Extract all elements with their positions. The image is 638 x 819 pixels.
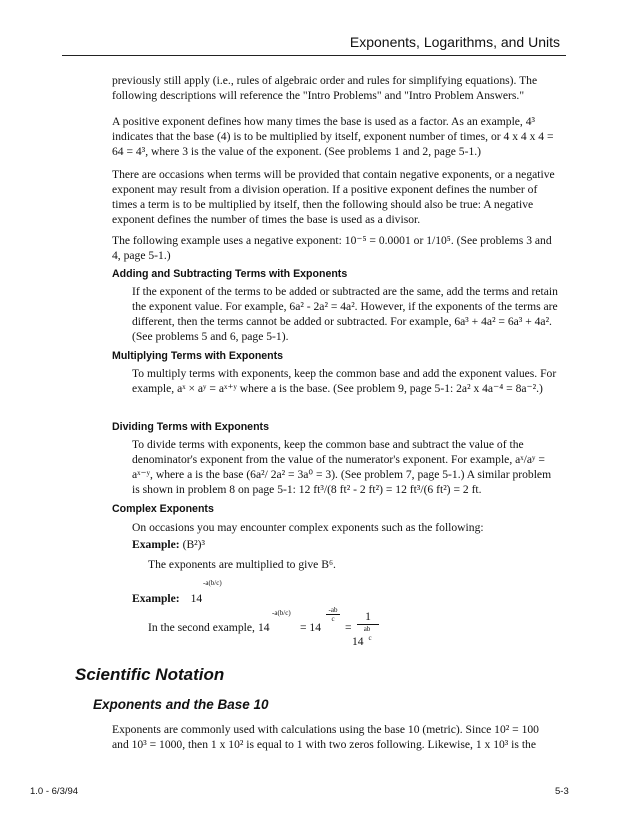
second-example-base: 14 xyxy=(258,621,270,634)
heading-adding-subtracting: Adding and Subtracting Terms with Exponents xyxy=(112,268,348,280)
adding-subtracting-paragraph: If the exponent of the terms to be added or subtracted are the same, add the terms and retain the exponent value. For example, 6a² - 2a² = 4a². However, if the exponents of the terms are different, then the terms cannot be added or subtracted. For example, 6a³ + 4a² = 6a³ + 4a². (See problems 5 and 6, page 5-1). xyxy=(132,285,558,343)
heading-multiplying: Multiplying Terms with Exponents xyxy=(112,350,284,362)
example-1-expression: (B²)³ xyxy=(182,538,205,551)
intro-paragraph: previously still apply (i.e., rules of algebraic order and rules for simplifying equations). The following descriptions will reference the "Intro Problems" and "Intro Problem Answers." xyxy=(112,74,538,102)
second-example-lead: In the second example, xyxy=(148,621,255,634)
positive-exponent-paragraph: A positive exponent defines how many times the base is used as a factor. As an example, 4³ indicates that the base (4) is to be multiplied by itself, exponent number of times, or 4 x 4 x 4 = 64 = 4³, where 3 is the value of the exponent. (See problems 1 and 2, page 5-1.) xyxy=(112,115,554,158)
second-example-denominator: 14 xyxy=(352,635,364,648)
second-example-equals: = 14 xyxy=(300,621,322,634)
dividing-paragraph: To divide terms with exponents, keep the common base and subtract the value of the denominator's exponent from the value of the numerator's exponent. For example, aˣ/aʸ = aˣ⁻ʸ, where a is the base (6a²/ 2a² = 3a⁰ = 3). (See problem 7, page 5-1.) A similar problem is shown in problem 8 on page 5-1: 12 ft³/(8 ft² - 2 ft²) = 12 ft³/(6 ft²) = 2 ft. xyxy=(132,438,552,496)
second-example-exp-den: c xyxy=(331,615,335,623)
base-10-paragraph: Exponents are commonly used with calculations using the base 10 (metric). Since 10² = 100 and 10³ = 1000, then 1 x 10² is equal to 1 with two zeros following. Likewise, 1 x 10³ is the xyxy=(112,723,539,751)
example-1-explanation: The exponents are multiplied to give B⁶. xyxy=(148,558,336,571)
running-header: Exponents, Logarithms, and Units xyxy=(349,34,560,50)
second-example-equals-2: = xyxy=(345,621,352,634)
heading-dividing: Dividing Terms with Exponents xyxy=(112,421,269,433)
negative-exponent-paragraph: There are occasions when terms will be provided that contain negative exponents, or a negative exponent may result from a division operation. If a positive exponent defines the number of times a term is to be multiplied by itself, then the following should also be true: A negative exponent defines the number of times the base is used as a divisor. xyxy=(112,168,555,226)
second-example-den-exp: ab xyxy=(363,625,371,633)
section-title-scientific-notation: Scientific Notation xyxy=(75,665,225,684)
example-2-exponent: -a(b/c) xyxy=(203,579,222,587)
header-rule xyxy=(62,55,566,56)
subsection-title-base-10: Exponents and the Base 10 xyxy=(93,697,269,712)
example-2-base: 14 xyxy=(190,592,203,605)
second-example-denominator-exp: c xyxy=(368,634,372,642)
example-2-label: Example: xyxy=(132,592,180,605)
multiplying-paragraph: To multiply terms with exponents, keep the common base and add the exponent values. For example, aˣ × aʸ = aˣ⁺ʸ where a is the base. (See problem 9, page 5-1: 2a² x 4a⁻⁴ = 8a⁻².) xyxy=(132,367,557,395)
example-1-line xyxy=(132,537,558,552)
second-example-exponent: -a(b/c) xyxy=(272,609,291,617)
example-1-label: Example: xyxy=(132,538,180,551)
complex-intro-paragraph: On occasions you may encounter complex exponents such as the following: xyxy=(132,521,484,534)
negative-example-paragraph: The following example uses a negative exponent: 10⁻⁵ = 0.0001 or 1/10⁵. (See problems 3 and 4, page 5-1.) xyxy=(112,234,552,262)
second-example-numerator: 1 xyxy=(357,609,379,625)
example-2-line xyxy=(132,591,332,606)
second-example-exp-num: -ab xyxy=(326,606,340,615)
footer-page-number: 5-3 xyxy=(555,786,569,797)
heading-complex-exponents: Complex Exponents xyxy=(112,503,214,515)
footer-revision: 1.0 - 6/3/94 xyxy=(30,786,79,797)
